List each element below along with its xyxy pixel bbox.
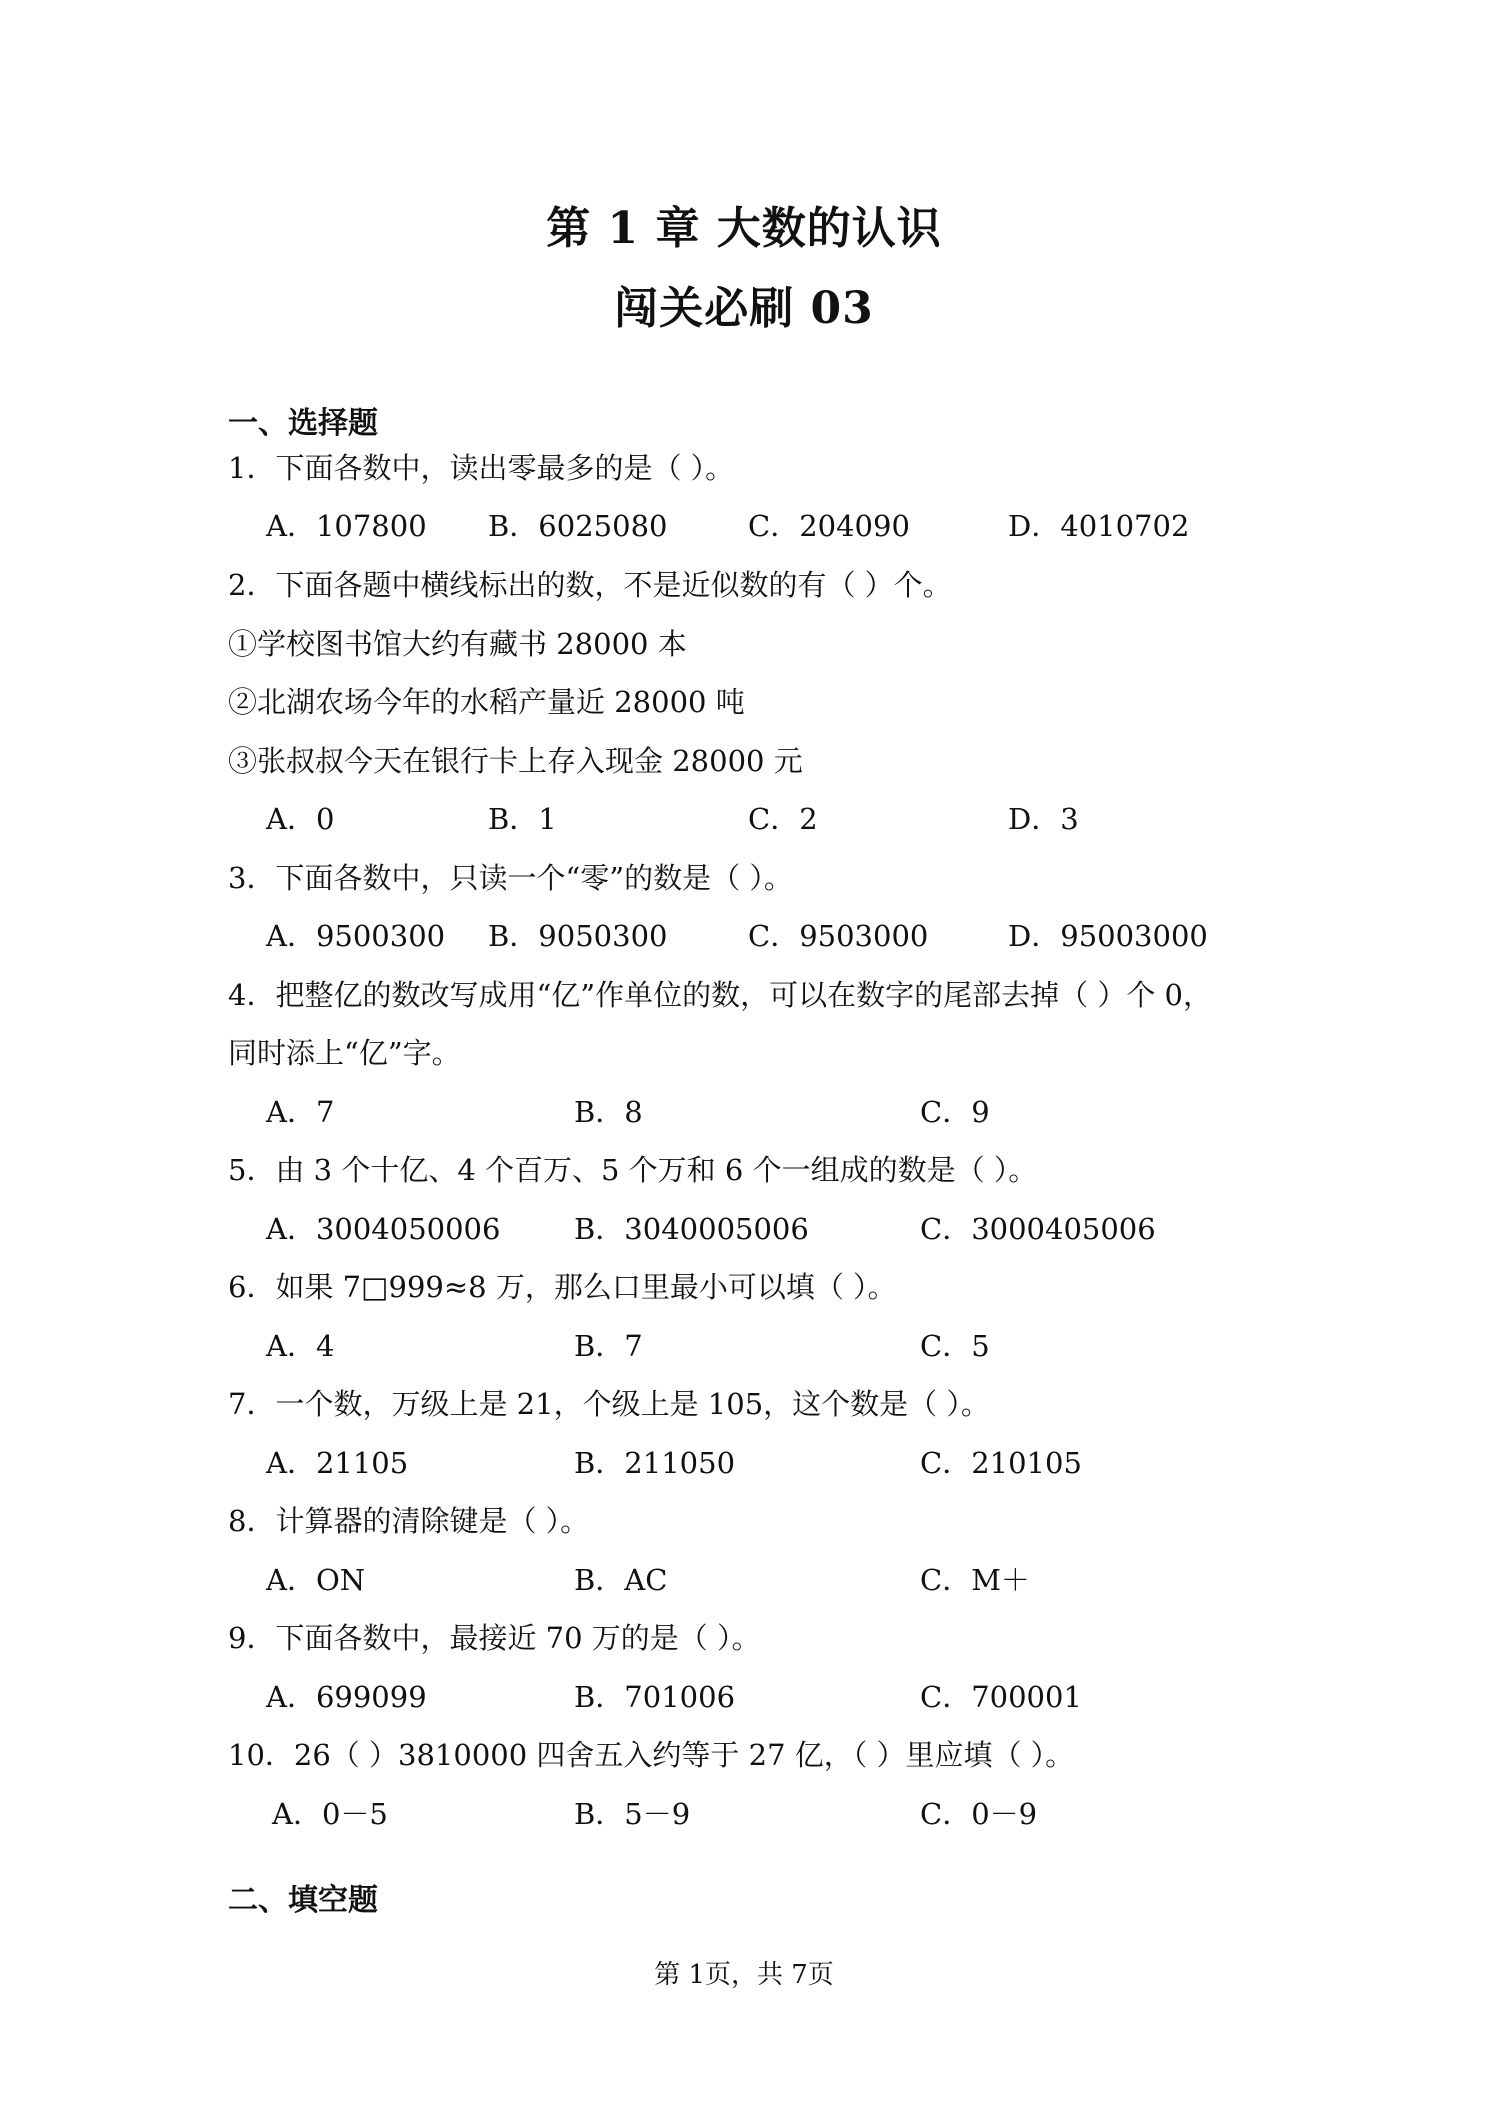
option-a: A．699099 bbox=[266, 1680, 427, 1714]
question-3-options bbox=[0, 914, 1488, 954]
question-3-stem: 3．下面各数中，只读一个“零”的数是（ ）。 bbox=[228, 861, 793, 895]
option-b: B．7 bbox=[574, 1329, 643, 1363]
option-a: A．3004050006 bbox=[266, 1212, 501, 1246]
option-d: D．3 bbox=[1008, 802, 1079, 836]
option-c: C．2 bbox=[748, 802, 818, 836]
option-a: A．7 bbox=[266, 1095, 335, 1129]
question-10-options bbox=[0, 1792, 1488, 1832]
question-6-options bbox=[0, 1324, 1488, 1364]
option-a: A．ON bbox=[266, 1563, 366, 1597]
question-8-stem: 8．计算器的清除键是（ ）。 bbox=[228, 1504, 590, 1538]
option-a: A．107800 bbox=[266, 509, 427, 543]
option-a: A．0－5 bbox=[272, 1797, 388, 1831]
question-2-stem: 2．下面各题中横线标出的数，不是近似数的有（ ）个。 bbox=[228, 568, 952, 602]
question-2-item-3: ③张叔叔今天在银行卡上存入现金 28000 元 bbox=[228, 744, 803, 778]
page-footer: 第 1页，共 7页 bbox=[654, 1960, 834, 1990]
question-4-options bbox=[0, 1090, 1488, 1130]
section-heading-fill: 二、填空题 bbox=[228, 1883, 378, 1918]
question-2-item-2: ②北湖农场今年的水稻产量近 28000 吨 bbox=[228, 685, 745, 719]
option-a: A．9500300 bbox=[266, 919, 446, 953]
option-b: B．5－9 bbox=[574, 1797, 691, 1831]
option-d: D．4010702 bbox=[1008, 509, 1190, 543]
option-c: C．M＋ bbox=[920, 1563, 1030, 1597]
option-b: B．6025080 bbox=[488, 509, 668, 543]
question-9-options bbox=[0, 1675, 1488, 1715]
question-9-stem: 9．下面各数中，最接近 70 万的是（ ）。 bbox=[228, 1621, 761, 1655]
question-5-options bbox=[0, 1207, 1488, 1247]
question-4-stem-continued: 同时添上“亿”字。 bbox=[228, 1036, 461, 1070]
question-7-options bbox=[0, 1441, 1488, 1481]
option-d: D．95003000 bbox=[1008, 919, 1208, 953]
option-c: C．210105 bbox=[920, 1446, 1082, 1480]
question-5-stem: 5．由 3 个十亿、4 个百万、5 个万和 6 个一组成的数是（ ）。 bbox=[228, 1153, 1038, 1187]
option-c: C．9 bbox=[920, 1095, 990, 1129]
question-6-stem: 6．如果 7□999≈8 万，那么口里最小可以填（ ）。 bbox=[228, 1270, 897, 1304]
question-7-stem: 7．一个数，万级上是 21，个级上是 105，这个数是（ ）。 bbox=[228, 1387, 990, 1421]
option-c: C．204090 bbox=[748, 509, 910, 543]
option-b: B．AC bbox=[574, 1563, 668, 1597]
option-b: B．3040005006 bbox=[574, 1212, 809, 1246]
section-heading-choice: 一、选择题 bbox=[228, 406, 378, 441]
option-b: B．8 bbox=[574, 1095, 643, 1129]
worksheet-subtitle: 闯关必刷 03 bbox=[614, 283, 874, 334]
question-10-stem: 10．26（ ）3810000 四舍五入约等于 27 亿，（ ）里应填（ ）。 bbox=[228, 1738, 1075, 1772]
question-2-item-1: ①学校图书馆大约有藏书 28000 本 bbox=[228, 627, 687, 661]
option-c: C．9503000 bbox=[748, 919, 929, 953]
option-a: A．0 bbox=[266, 802, 335, 836]
option-b: B．701006 bbox=[574, 1680, 736, 1714]
question-1-stem: 1．下面各数中，读出零最多的是（ ）。 bbox=[228, 451, 735, 485]
question-1-options bbox=[0, 504, 1488, 544]
question-4-stem: 4．把整亿的数改写成用“亿”作单位的数，可以在数字的尾部去掉（ ）个 0， bbox=[228, 978, 1212, 1012]
option-b: B．9050300 bbox=[488, 919, 668, 953]
option-b: B．211050 bbox=[574, 1446, 736, 1480]
chapter-title: 第 1 章 大数的认识 bbox=[546, 203, 942, 254]
option-a: A．21105 bbox=[266, 1446, 409, 1480]
option-c: C．0－9 bbox=[920, 1797, 1038, 1831]
option-b: B．1 bbox=[488, 802, 557, 836]
option-c: C．5 bbox=[920, 1329, 990, 1363]
option-c: C．700001 bbox=[920, 1680, 1082, 1714]
option-c: C．3000405006 bbox=[920, 1212, 1156, 1246]
question-2-options bbox=[0, 797, 1488, 837]
option-a: A．4 bbox=[266, 1329, 335, 1363]
question-8-options bbox=[0, 1558, 1488, 1598]
